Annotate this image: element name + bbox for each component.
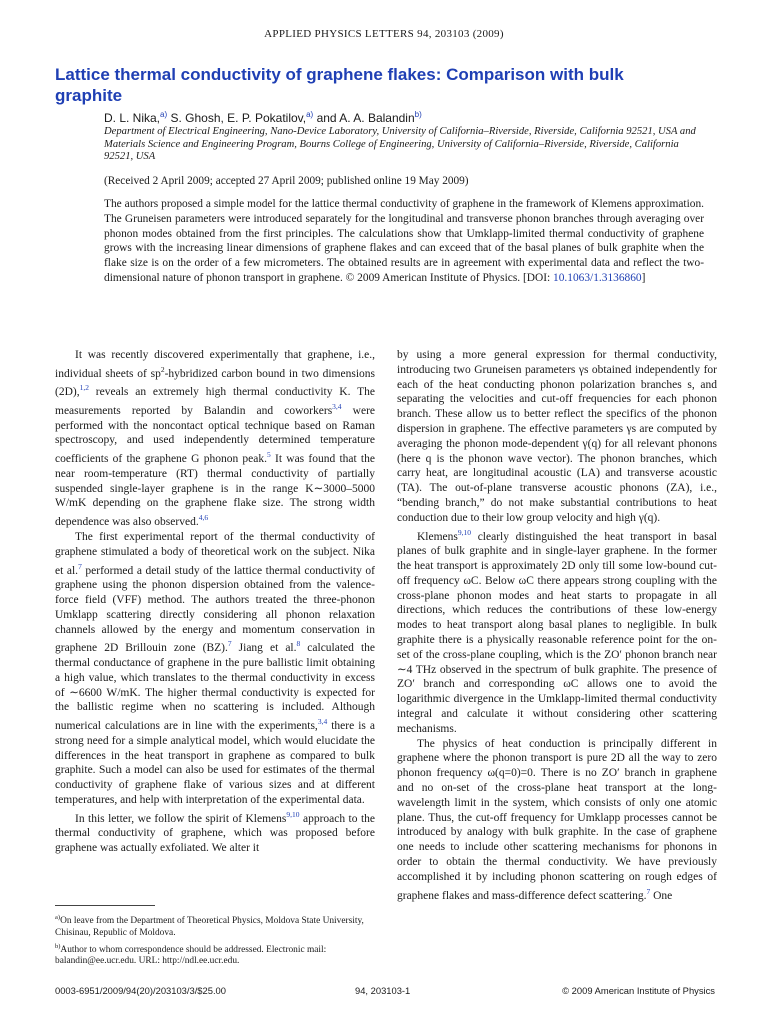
author-footnote-mark[interactable]: a) xyxy=(306,110,314,119)
doi-link[interactable]: 10.1063/1.3136860 xyxy=(553,271,642,284)
paragraph: The physics of heat conduction is principally different in graphene where the phonon transport is pure 2D all the way to zero phonon frequency ω(q=0)=0. There is no ZO′ branch in graphene and no on-set of the cross-plane heat transport at the long-wavelength limit in the system, which consists of only one atomic plane. Thus, the cut-off frequency for Umklapp processes cannot be introduced by analogy with bulk graphite. In the case of graphene one needs to include other scattering mechanisms for phonons in order to obtain the thermal conductivity. We have previously accomplished it by including phonon scattering on rough edges of graphene flakes and mass-difference defect scattering.$^7$ One xyxy=(397,737,717,902)
citation-ref[interactable]: 3,4 xyxy=(317,717,328,727)
doi-end: ] xyxy=(641,271,646,284)
citation-ref[interactable]: 9,10 xyxy=(457,527,472,537)
right-column xyxy=(397,348,717,903)
left-column xyxy=(55,348,375,856)
citation-ref[interactable]: 7 xyxy=(646,886,651,896)
author-list xyxy=(104,110,422,125)
paragraph: In this letter, we follow the spirit of Klemens$^{9,10}$ approach to the thermal conductivity of graphene, which was proposed before graphene was actually exfoliated. We alter it xyxy=(55,809,375,855)
author-footnote-mark[interactable]: a) xyxy=(160,110,168,119)
abstract-text: The authors proposed a simple model for the lattice thermal conductivity of graphene in the framework of Klemens approximation. The Gruneisen parameters were introduced separately for the longitudinal and transverse phonon branches through averaging over phonon modes obtained from the first principles. The calculations show that Umklapp-limited thermal conductivity of graphene grows with the increasing linear dimensions of graphene flakes and can exceed that of the basal planes of bulk graphite when the flake size is on the order of a few micrometers. The obtained results are in agreement with experimental data and reflect the two-dimensional nature of phonon transport in graphene. © 2009 American Institute of Physics. xyxy=(104,198,704,284)
footnote-divider xyxy=(55,905,155,906)
footer-page: 94, 203103-1 xyxy=(355,985,411,996)
paragraph: Klemens$^{9,10}$ clearly distinguished the heat transport in basal planes of bulk graphite and in single-layer graphene. In the former the heat transport is approximately 2D only till some low-bound cut-off frequency ωC. Below ωC there appears strong coupling with the cross-plane phonon modes and heat starts to propagate in all directions, which reduces the contributions of these low-energy modes to heat transport along basal planes to negligible. In bulk graphite there is a physically reasonable reference point for the on-set of the cross-plane coupling, which is the ZO′ phonon branch near ∼4 THz observed in the spectrum of bulk graphite. The presence of ZO′ branch and corresponding ωC allows one to avoid the logarithmic divergence in the Umklapp-limited thermal conductivity integral and calculate it without considering other scattering mechanisms. xyxy=(397,527,717,735)
received-dates: (Received 2 April 2009; accepted 27 April 2009; published online 19 May 2009) xyxy=(104,175,469,187)
citation-ref[interactable]: 1,2 xyxy=(79,383,89,393)
paper-title[interactable]: Lattice thermal conductivity of graphene flakes: Comparison with bulk graphite xyxy=(55,65,624,105)
footer-copyright: © 2009 American Institute of Physics xyxy=(562,985,715,996)
author-footnote-mark[interactable]: b) xyxy=(414,110,422,119)
citation-ref[interactable]: 9,10 xyxy=(286,809,300,819)
abstract xyxy=(104,197,704,286)
citation-ref[interactable]: 7 xyxy=(227,639,232,649)
citation-ref[interactable]: 8 xyxy=(296,639,301,649)
doi-label: [DOI: xyxy=(520,271,554,284)
citation-ref[interactable]: 7 xyxy=(78,561,82,571)
author-nika: D. L. Nika, xyxy=(104,111,161,125)
author-ghosh-pokatilov: S. Ghosh, E. P. Pokatilov, xyxy=(167,111,307,125)
citation-ref[interactable]: 5 xyxy=(267,450,271,460)
footnote: $^{a)}$On leave from the Department of Theoretical Physics, Moldova State University, Chisinau, Republic of Moldova. xyxy=(55,914,364,938)
paragraph: by using a more general expression for thermal conductivity, introducing two Gruneisen parameters γs obtained independently for each of the heat conducting phonon polarization branches s, and separating the velocities and cut-off frequencies for each phonon branch. These allow us to better reflect the specifics of the phonon dispersion in graphene. The effective parameters γs are computed by averaging the phonon mode-dependent γ(q) for all relevant phonons (here q is the phonon wave vector). The phonon branches, which carry heat, are longitudinal acoustic (LA) and transverse acoustic (TA). The out-of-plane transverse acoustic phonons (ZA), i.e., “bending branch,” do not make substantial contributions to heat conduction due to their low group velocity and high γ(q). xyxy=(397,349,717,524)
citation-ref[interactable]: 4,6 xyxy=(198,513,209,523)
author-balandin: and A. A. Balandin xyxy=(313,111,415,125)
affiliation: Department of Electrical Engineering, Nano-Device Laboratory, University of California–Riverside, Riverside, California 92521, USA and Materials Science and Engineering Program, Bourns College of Engineering, University of California–Riverside, Riverside, California 92521, USA xyxy=(104,126,696,163)
footnotes xyxy=(55,912,375,969)
footer-issn: 0003-6951/2009/94(20)/203103/3/$25.00 xyxy=(55,985,226,996)
footnote: $^{b)}$Author to whom correspondence should be addressed. Electronic mail: balandin@ee.ucr.edu. URL: http://ndl.ee.ucr.edu. xyxy=(55,942,327,967)
paragraph: The first experimental report of the thermal conductivity of graphene stimulated a body of theoretical work on the subject. Nika et al.$^7$ performed a detail study of the lattice thermal conductivity of graphene using the phonon dispersion obtained from the valence-force field (VFF) method. The authors treated the three-phonon Umklapp scattering directly considering all phonon relaxation channels allowed by the energy and momentum conservation in graphene 2D Brillouin zone (BZ).$^7$ Jiang et al.$^8$ calculated the thermal conductance of graphene in the pure ballistic limit obtaining a high value, which translates to the thermal conductivity in excess of ∼6600 W/mK. The higher thermal conductivity is expected for the ballistic regime when no scattering is included. Although numerical calculations are in line with the experiments,$^{3,4}$ there is a strong need for a simple analytical model, which would elucidate the differences in the heat transport in graphene as compared to bulk graphite. Such a model can also be used for estimates of the thermal conductivity of graphene flake of various sizes and at different temperatures, and help with interpretation of the experimental data. xyxy=(55,530,375,806)
journal-header: APPLIED PHYSICS LETTERS 94, 203103 (2009) xyxy=(264,28,504,40)
paragraph: It was recently discovered experimentally that graphene, i.e., individual sheets of $sp^2$-hybridized carbon bound in two dimensions (2D),$^{1,2}$ reveals an extremely high thermal conductivity K. The measurements reported by Balandin and coworkers$^{3,4}$ were performed with the noncontact optical technique based on Raman spectroscopy, and used independently determined temperature coefficients of the graphene G phonon peak.$^5$ It was found that the near room-temperature (RT) thermal conductivity of partially suspended single-layer graphene is in the range K∼3000–5000 W/mK depending on the graphene flake size. The strong width dependence was also observed.$^{4,6}$ xyxy=(55,349,375,529)
citation-ref[interactable]: 3,4 xyxy=(332,402,342,412)
superscript: 2 xyxy=(160,364,165,374)
